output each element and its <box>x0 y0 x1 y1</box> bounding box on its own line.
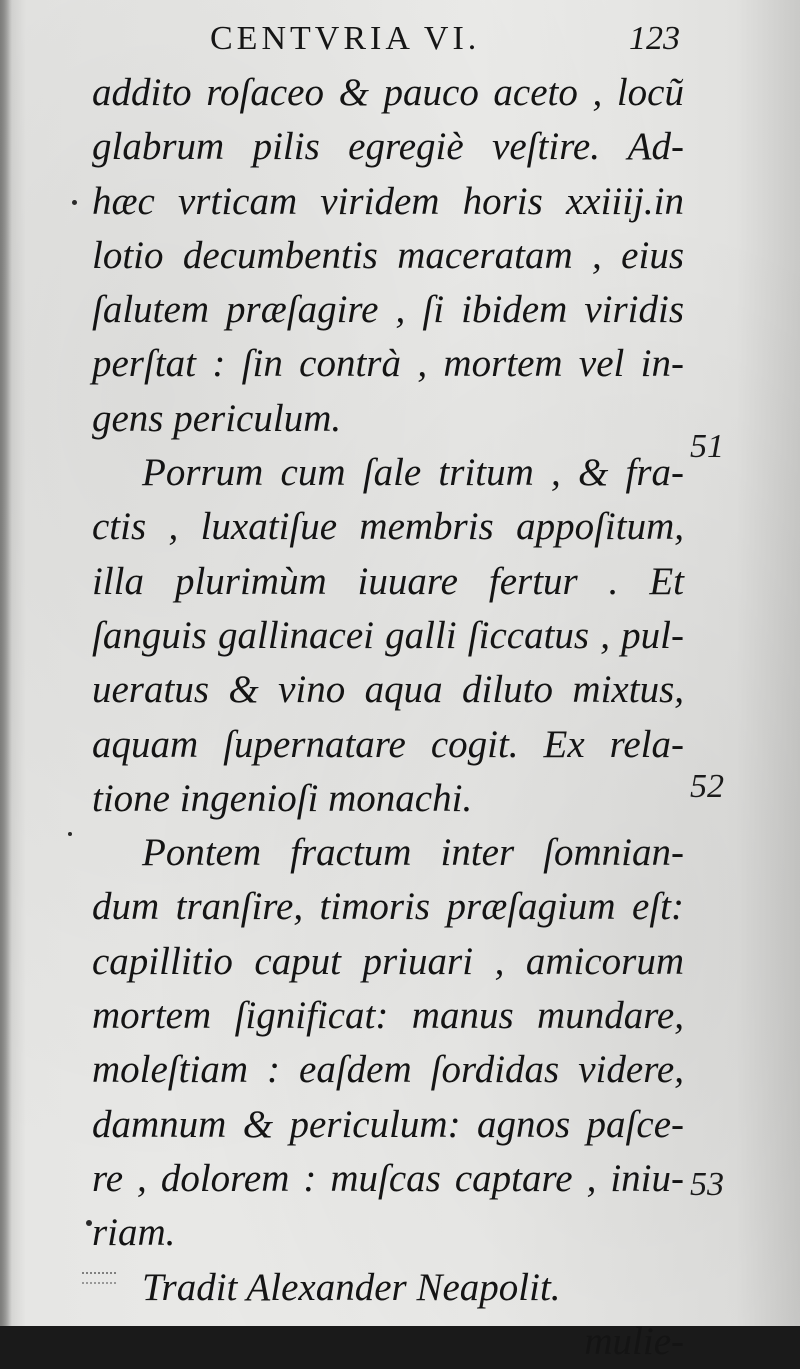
ink-speck <box>72 200 77 205</box>
text-line: glabrum pilis egregiè veſtire. Ad- <box>92 125 684 169</box>
text-line: gens periculum. <box>92 396 342 440</box>
ink-speck <box>68 832 72 836</box>
text-line: damnum & periculum: agnos paſce- <box>92 1102 684 1146</box>
text-line: hæc vrticam viridem horis xxiiij.in <box>92 179 684 223</box>
ink-speck <box>86 1220 92 1226</box>
text-line: re , dolorem : muſcas captare , iniu- <box>92 1156 684 1200</box>
text-line: tione ingenioſi monachi. <box>92 776 473 820</box>
body-text <box>92 66 684 1369</box>
margin-number-53: 53 <box>690 1166 724 1203</box>
running-head <box>210 20 680 60</box>
paragraph-start-line: Pontem fractum inter ſomnian- <box>142 831 684 875</box>
paragraph-start-line: Tradit Alexander Neapolit. <box>142 1265 561 1309</box>
text-line: ueratus & vino aqua diluto mixtus, <box>92 668 684 712</box>
text-line: capillitio caput priuari , amicorum <box>92 939 684 983</box>
text-line: addito roſaceo & pauco aceto , locũ <box>92 71 684 114</box>
text-line: moleſtiam : eaſdem ſordidas videre, <box>92 1048 684 1092</box>
text-line: aquam ſupernatare cogit. Ex rela- <box>92 722 684 766</box>
text-line: mortem ſignificat: manus mundare, <box>92 994 684 1038</box>
text-line: illa plurimùm iuuare fertur . Et <box>92 559 684 603</box>
text-line: ctis , luxatiſue membris appoſitum, <box>92 505 684 549</box>
text-line: ſanguis gallinacei galli ſiccatus , pul- <box>92 613 684 657</box>
text-line: ſalutem præſagire , ſi ibidem viridis <box>92 288 684 332</box>
text-line: perſtat : ſin contrà , mortem vel in- <box>92 342 684 386</box>
running-head-title: CENTVRIA VI. <box>210 20 481 57</box>
ink-smudge <box>82 1272 116 1284</box>
page-number: 123 <box>629 20 680 57</box>
text-line: dum tranſire, timoris præſagium eſt: <box>92 885 684 929</box>
margin-number-52: 52 <box>690 768 724 805</box>
text-line: riam. <box>92 1211 176 1255</box>
catchword: mulie- <box>584 1319 684 1363</box>
paragraph-start-line: Porrum cum ſale tritum , & fra- <box>142 451 684 495</box>
text-line: lotio decumbentis maceratam , eius <box>92 233 684 277</box>
margin-number-51: 51 <box>690 428 724 465</box>
